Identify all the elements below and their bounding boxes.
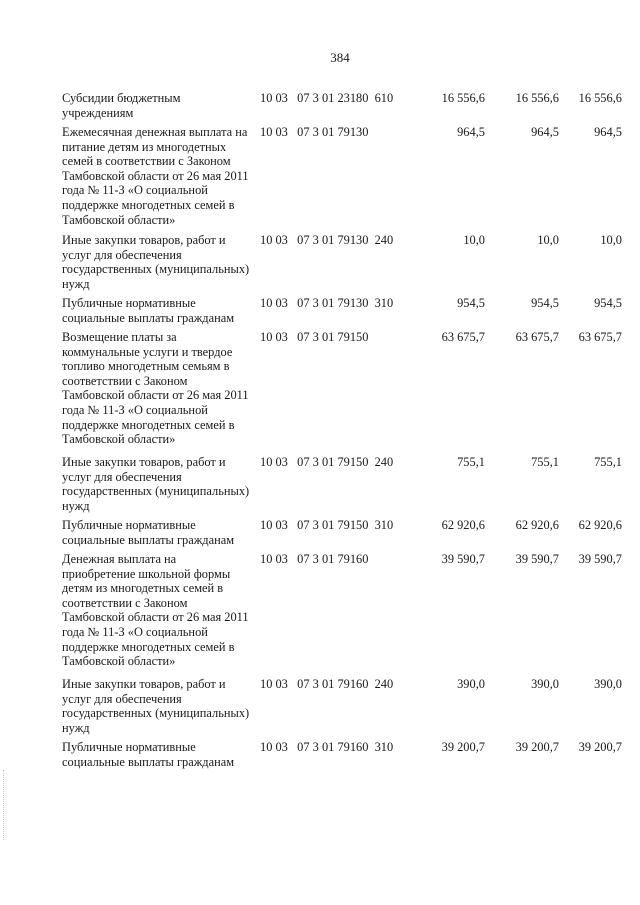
row-name: Ежемесячная денежная выплата на питание детям из многодетных семей в соответствии с Законом Тамбовской области от 26 мая 2011 года № 11-З «О социальной поддержке многодетных семей в Тамбовской области»	[62, 125, 249, 227]
row-name: Публичные нормативные социальные выплаты гражданам	[62, 296, 235, 325]
row-name: Возмещение платы за коммунальные услуги и твердое топливо многодетным семьям в соответствии с Законом Тамбовской области от 26 мая 2011 года № 11-З «О социальной поддержке многодетных семей в Тамбовской области»	[62, 330, 249, 447]
row-value-2: 10,0	[537, 233, 559, 247]
row-value-2: 16 556,6	[515, 91, 559, 105]
row-value-1: 10,0	[463, 233, 485, 247]
row-code: 10 03 07 3 01 79130 310	[260, 296, 394, 310]
row-value-1: 964,5	[457, 125, 485, 139]
row-name: Публичные нормативные социальные выплаты гражданам	[62, 518, 235, 547]
row-value-1: 390,0	[457, 677, 485, 691]
row-name: Иные закупки товаров, работ и услуг для обеспечения государственных (муниципальных) нужд	[62, 455, 250, 513]
row-code: 10 03 07 3 01 79150 310	[260, 518, 394, 532]
page-number: 384	[330, 50, 350, 65]
row-value-3: 39 590,7	[578, 552, 622, 566]
row-code: 10 03 07 3 01 79160	[260, 552, 369, 566]
row-value-1: 63 675,7	[441, 330, 485, 344]
row-name: Иные закупки товаров, работ и услуг для обеспечения государственных (муниципальных) нужд	[62, 677, 250, 735]
row-value-2: 755,1	[531, 455, 559, 469]
row-value-1: 39 590,7	[441, 552, 485, 566]
row-value-2: 39 590,7	[515, 552, 559, 566]
row-value-3: 62 920,6	[578, 518, 622, 532]
row-value-2: 39 200,7	[515, 740, 559, 754]
row-value-2: 62 920,6	[515, 518, 559, 532]
row-value-2: 964,5	[531, 125, 559, 139]
row-code: 10 03 07 3 01 79150 240	[260, 455, 394, 469]
row-name: Иные закупки товаров, работ и услуг для обеспечения государственных (муниципальных) нужд	[62, 233, 250, 291]
row-name: Денежная выплата на приобретение школьной формы детям из многодетных семей в соответствии с Законом Тамбовской области от 26 мая 2011 года № 11-З «О социальной поддержке многодетных семей в Тамбовской области»	[62, 552, 249, 669]
row-value-1: 39 200,7	[441, 740, 485, 754]
row-value-3: 954,5	[594, 296, 622, 310]
row-name: Публичные нормативные социальные выплаты гражданам	[62, 740, 235, 769]
row-value-3: 63 675,7	[578, 330, 622, 344]
row-value-1: 755,1	[457, 455, 485, 469]
row-code: 10 03 07 3 01 23180 610	[260, 91, 394, 105]
row-value-3: 39 200,7	[578, 740, 622, 754]
scan-edge-mark	[3, 770, 5, 840]
row-code: 10 03 07 3 01 79150	[260, 330, 369, 344]
row-value-3: 16 556,6	[578, 91, 622, 105]
row-value-3: 755,1	[594, 455, 622, 469]
row-name: Субсидии бюджетным учреждениям	[62, 91, 181, 120]
row-value-3: 390,0	[594, 677, 622, 691]
row-value-3: 10,0	[600, 233, 622, 247]
row-value-2: 63 675,7	[515, 330, 559, 344]
row-value-1: 16 556,6	[441, 91, 485, 105]
row-value-1: 954,5	[457, 296, 485, 310]
row-value-2: 390,0	[531, 677, 559, 691]
row-code: 10 03 07 3 01 79130 240	[260, 233, 394, 247]
row-value-2: 954,5	[531, 296, 559, 310]
row-code: 10 03 07 3 01 79160 310	[260, 740, 394, 754]
row-value-3: 964,5	[594, 125, 622, 139]
row-code: 10 03 07 3 01 79160 240	[260, 677, 394, 691]
row-value-1: 62 920,6	[441, 518, 485, 532]
row-code: 10 03 07 3 01 79130	[260, 125, 369, 139]
